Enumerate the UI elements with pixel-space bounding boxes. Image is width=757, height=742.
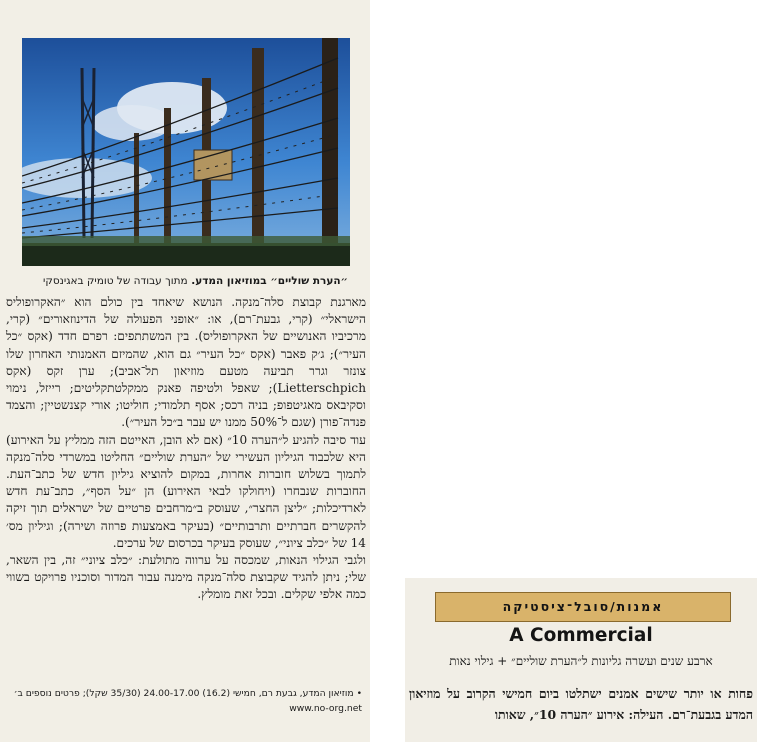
main-article-column xyxy=(0,0,370,742)
photo-caption xyxy=(18,270,348,292)
article-body xyxy=(6,294,366,604)
article-paragraph: מארגנת קבוצת סלה־מנקה. הנושא שיאחד בין כולם הוא ״האקרופוליס הישראלי״ (קרי, גבעת־רם), או: ״אופני הפעולה של הדינוזאורים״ (קרי, מרכיביו האנושיים של האקרופוליס). בין המשתתפים: רפרם חדד (אקס ״כל העיר״); ג׳ק פאבר (אקס ״כל העיר״ גם הוא, שהמיזם האמנותי האחרון שלו צונזר וגרר תביעה מטעם מוזיאון תל־אביב); ערן זקס (אקס Lietterschpich); שאפל ולטיפה פאנק ממקלטתקליטים; רייזל, נימוי וסקיבאס מאגיטפופ; בניה רכס; אסף תלמודי; חוליטו; אורי קצנשטיין; והצמד פנדה־פורן (שגם ל־50% ממנו יש עבר ב״כל העיר״). xyxy=(6,295,366,430)
second-article-column xyxy=(405,578,757,742)
article-subtitle: ארבע שנים ועשרה גליונות ל״הערת שוליים״ + גילוי נאות xyxy=(449,654,713,668)
section-label-banner: אמנות/סובל־ציסטיקה xyxy=(435,592,731,622)
article-lead: פחות או יותר שישים אמנים ישתלטו ביום חמישי הקרוב על מוזיאון המדע בגבעת־רם. העילה: אירוע ״הערה 10״, שאותו xyxy=(409,686,753,722)
caption-title: ״הערת שוליים״ במוזיאון המדע. xyxy=(191,275,348,287)
caption-credit: מתוך עבודה של טומיק באגינסקי xyxy=(43,275,188,287)
article-title: A Commercial xyxy=(509,625,653,646)
barbed-wire-photo xyxy=(22,38,350,266)
article-paragraph: עוד סיבה להגיע ל״הערה 10״ (אם לא הובן, האייטם הזה ממליץ על האירוע) היא שלכבוד הגיליון העשירי של ״הערת שוליים״ החליטו במשרדי סלה־מנקה לתמוך בשלוש חוברות אחרות, במקום להוציא גיליון חדש של כתב־העת. החוברות שנבחרו (ויחולקו לבאי האירוע) הן ״על הסף״, כתב־עת חדש לארדיכלות; ״ליצן החצר״, שעוסק ב״מרחבים פרטיים של ישראלים תוך זיקה להקשרים חברתיים ותרבותיים״ (בעיקר באמצעות פרוזה ושירה); וגיליון מס׳ 14 של ״כלב ציוני״, שעוסק בעיקר בכרסום של ערכים. xyxy=(6,432,366,550)
event-info-note: • מוזיאון המדע, גבעת רם, חמישי (16.2) 24.00-17.00 (35/30 שקל); פרטים נוספים ב׳ www.no-org.net xyxy=(13,688,362,714)
article-paragraph: ולגבי הגילוי הנאות, שמכסה על ערווה מתולעת: ״כלב ציוני״ זה, בין השאר, שלי; ניתן להגיד שקבוצת סלה־מנקה מימנה עבור המדור וסוכניו פרויקט בשווי כמה אלפי שקלים. ובכל זאת מומלץ. xyxy=(6,553,366,602)
